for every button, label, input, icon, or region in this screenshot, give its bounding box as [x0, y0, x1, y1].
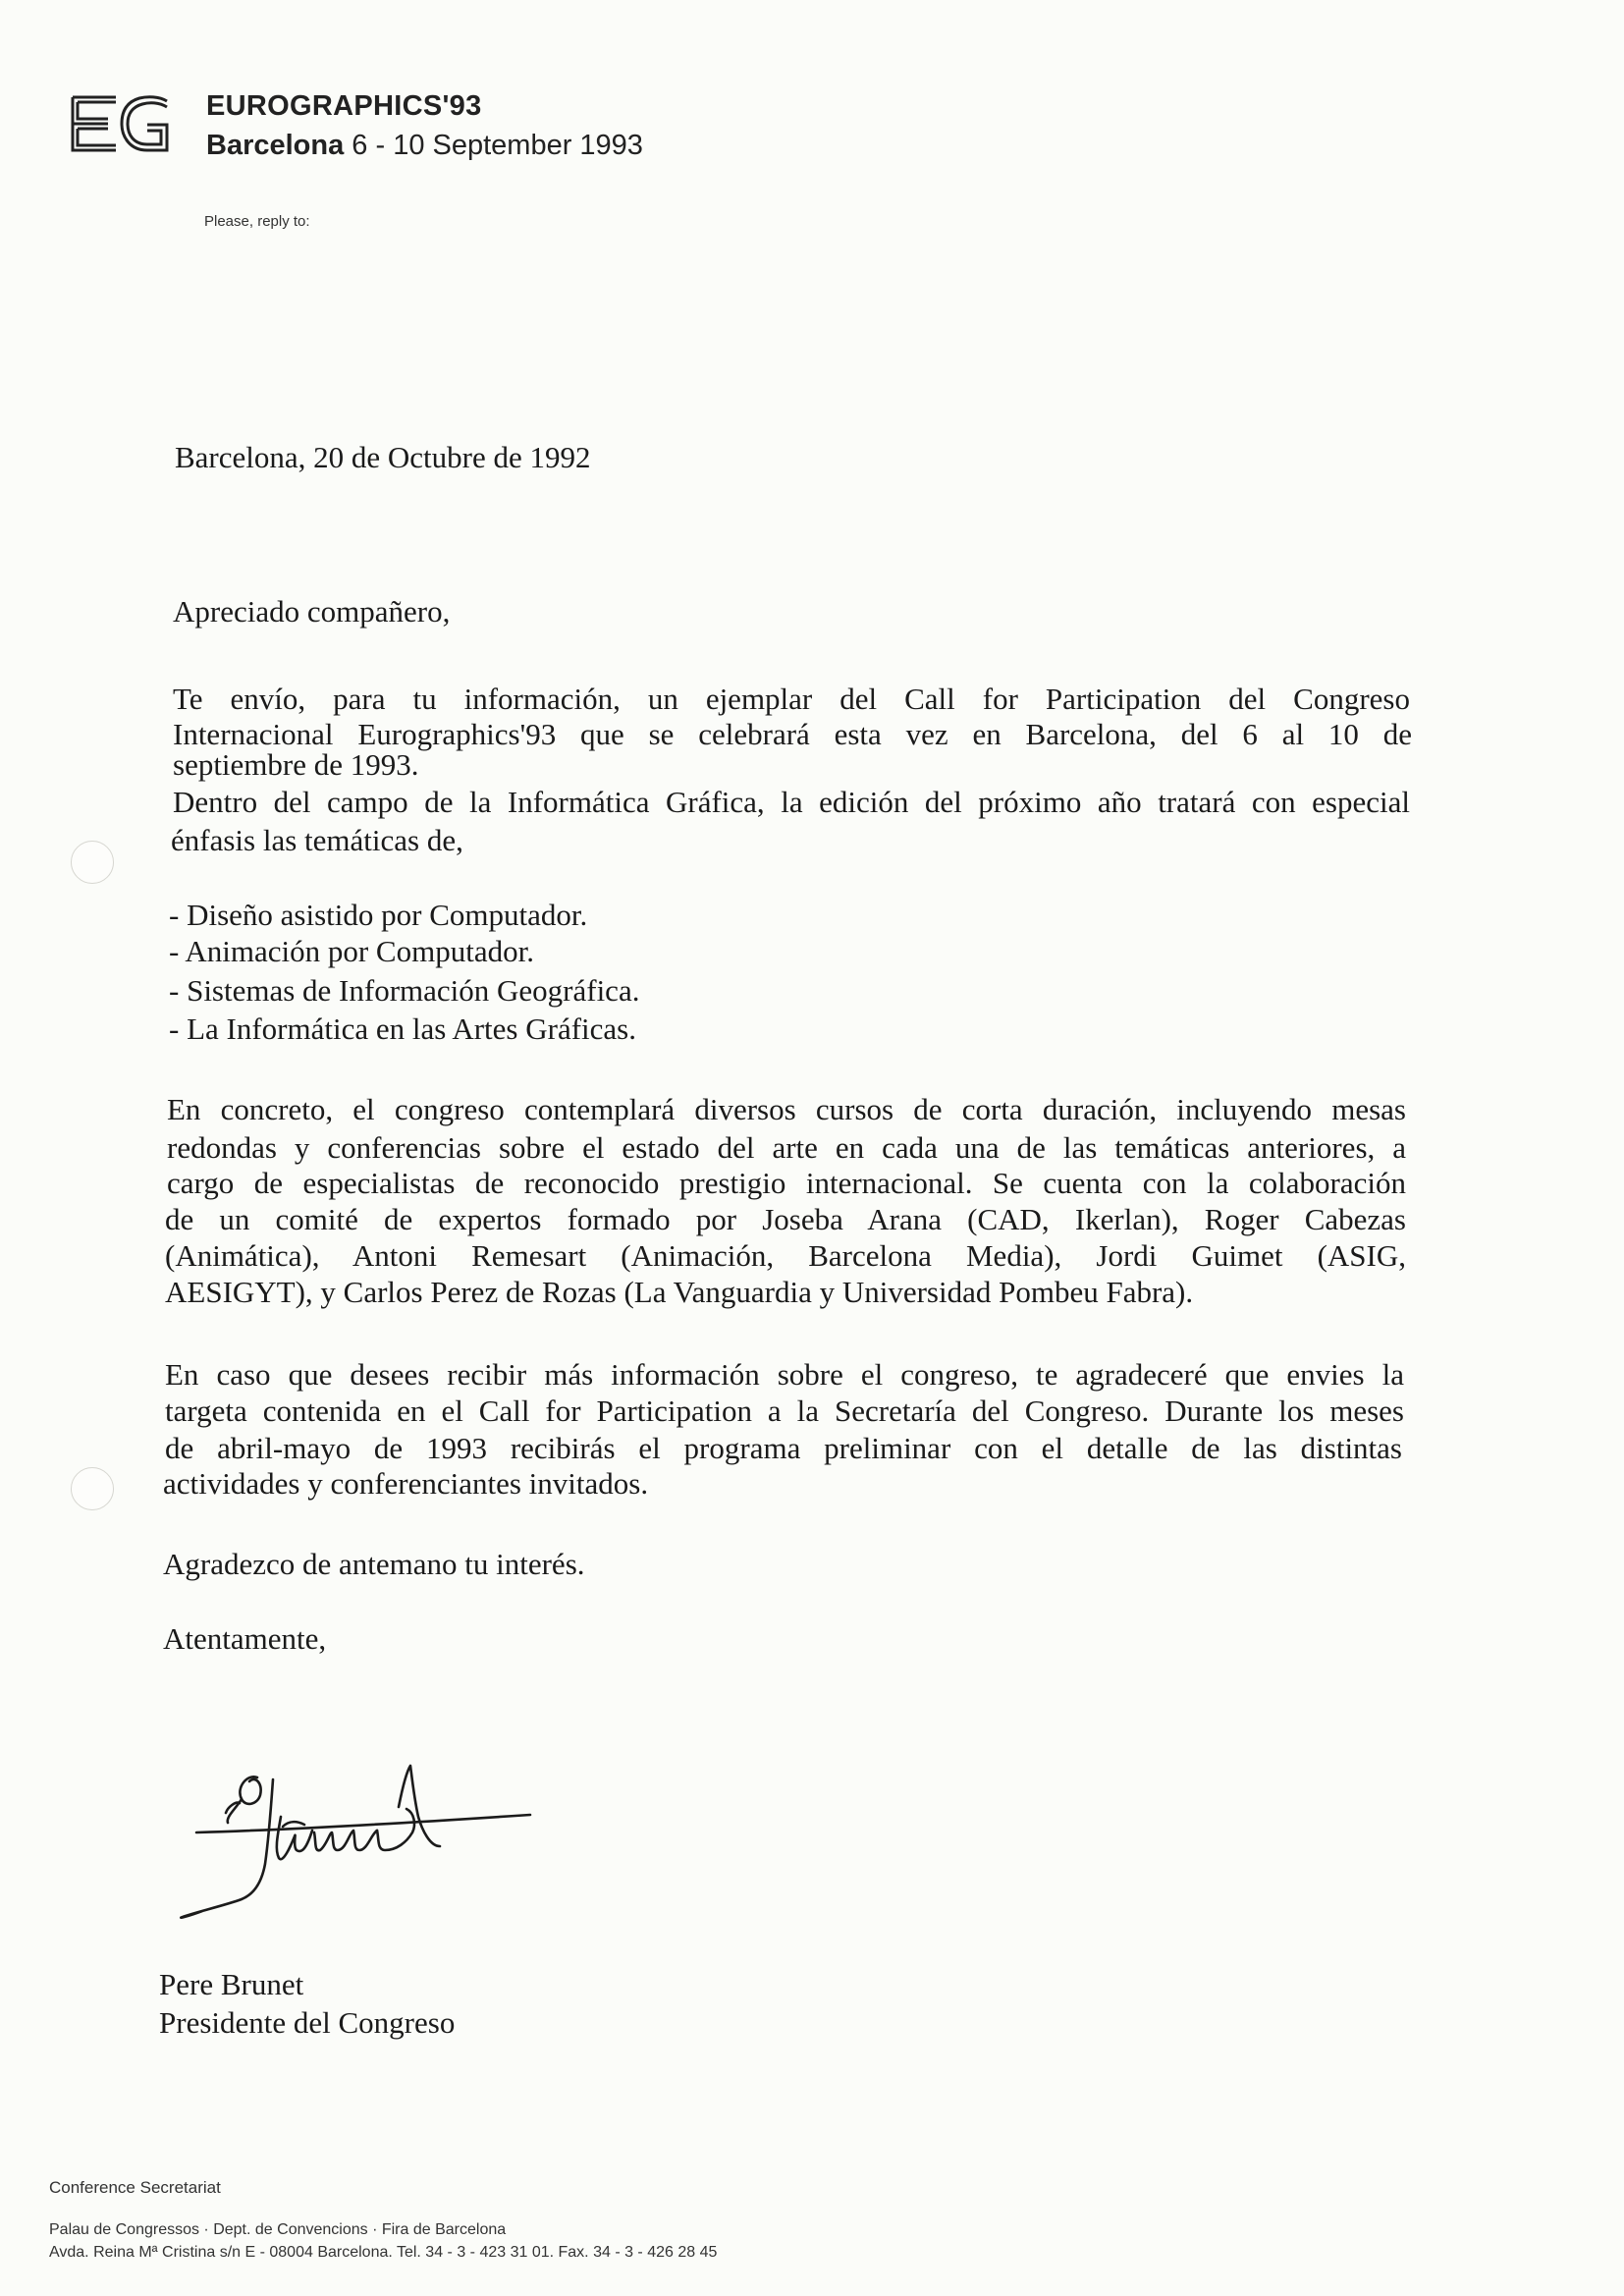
paragraph-2-line: redondas y conferencias sobre el estado del arte en cada una de las temáticas anteriores, a: [167, 1130, 1406, 1165]
paragraph-3-line: targeta contenida en el Call for Participation a la Secretaría del Congreso. Durante los meses: [165, 1394, 1404, 1428]
paragraph-3-line: En caso que desees recibir más información sobre el congreso, te agradeceré que envies la: [165, 1357, 1404, 1392]
paragraph-1-line: Internacional Eurographics'93 que se celebrará esta vez en Barcelona, del 6 al 10 de: [173, 717, 1412, 751]
date-line: Barcelona, 20 de Octubre de 1992: [175, 440, 591, 474]
thanks-line: Agradezco de antemano tu interés.: [163, 1547, 585, 1581]
topic-item: - La Informática en las Artes Gráficas.: [169, 1011, 636, 1046]
signer-title: Presidente del Congreso: [159, 2005, 456, 2040]
paragraph-2-line: de un comité de expertos formado por Joseba Arana (CAD, Ikerlan), Roger Cabezas: [165, 1202, 1406, 1236]
topic-item: - Sistemas de Información Geográfica.: [169, 973, 640, 1008]
paragraph-1-line: septiembre de 1993.: [173, 747, 419, 782]
paragraph-2-line: cargo de especialistas de reconocido prestigio internacional. Se cuenta con la colaboración: [167, 1166, 1406, 1200]
closing-line: Atentamente,: [163, 1621, 327, 1656]
paragraph-2-line: (Animática), Antoni Remesart (Animación, Barcelona Media), Jordi Guimet (ASIG,: [165, 1238, 1406, 1273]
conference-city: Barcelona: [206, 130, 345, 161]
topic-item: - Diseño asistido por Computador.: [169, 898, 588, 932]
paragraph-2-line: AESIGYT), y Carlos Perez de Rozas (La Vanguardia y Universidad Pombeu Fabra).: [165, 1275, 1194, 1309]
handwritten-signature: [167, 1748, 560, 1964]
paragraph-1-line: énfasis las temáticas de,: [171, 823, 463, 857]
topic-item: - Animación por Computador.: [169, 934, 534, 968]
footer-label: Conference Secretariat: [49, 2178, 221, 2197]
paragraph-3-line: de abril-mayo de 1993 recibirás el programa preliminar con el detalle de las distintas: [165, 1431, 1402, 1465]
paragraph-1-line: Te envío, para tu información, un ejemplar del Call for Participation del Congreso: [173, 682, 1410, 716]
eurographics-logo: [69, 93, 173, 154]
salutation: Apreciado compañero,: [173, 594, 451, 629]
paragraph-2-line: En concreto, el congreso contemplará diversos cursos de corta duración, incluyendo mesas: [167, 1092, 1406, 1126]
conference-dates: [206, 130, 643, 162]
conference-date-range: 6 - 10 September 1993: [352, 130, 643, 161]
footer-line-1: Palau de Congressos · Dept. de Convencions · Fira de Barcelona: [49, 2221, 507, 2238]
punch-hole: [71, 1467, 114, 1510]
reply-to-label: Please, reply to:: [204, 213, 310, 230]
signer-name: Pere Brunet: [159, 1967, 304, 2001]
footer-line-2: Avda. Reina Mª Cristina s/n E - 08004 Barcelona. Tel. 34 - 3 - 423 31 01. Fax. 34 - 3 - 426 28 45: [49, 2244, 718, 2261]
punch-hole: [71, 841, 114, 884]
paragraph-3-line: actividades y conferenciantes invitados.: [163, 1466, 649, 1501]
conference-name: EUROGRAPHICS'93: [206, 90, 482, 122]
paragraph-1-line: Dentro del campo de la Informática Gráfica, la edición del próximo año tratará con especial: [173, 785, 1410, 819]
